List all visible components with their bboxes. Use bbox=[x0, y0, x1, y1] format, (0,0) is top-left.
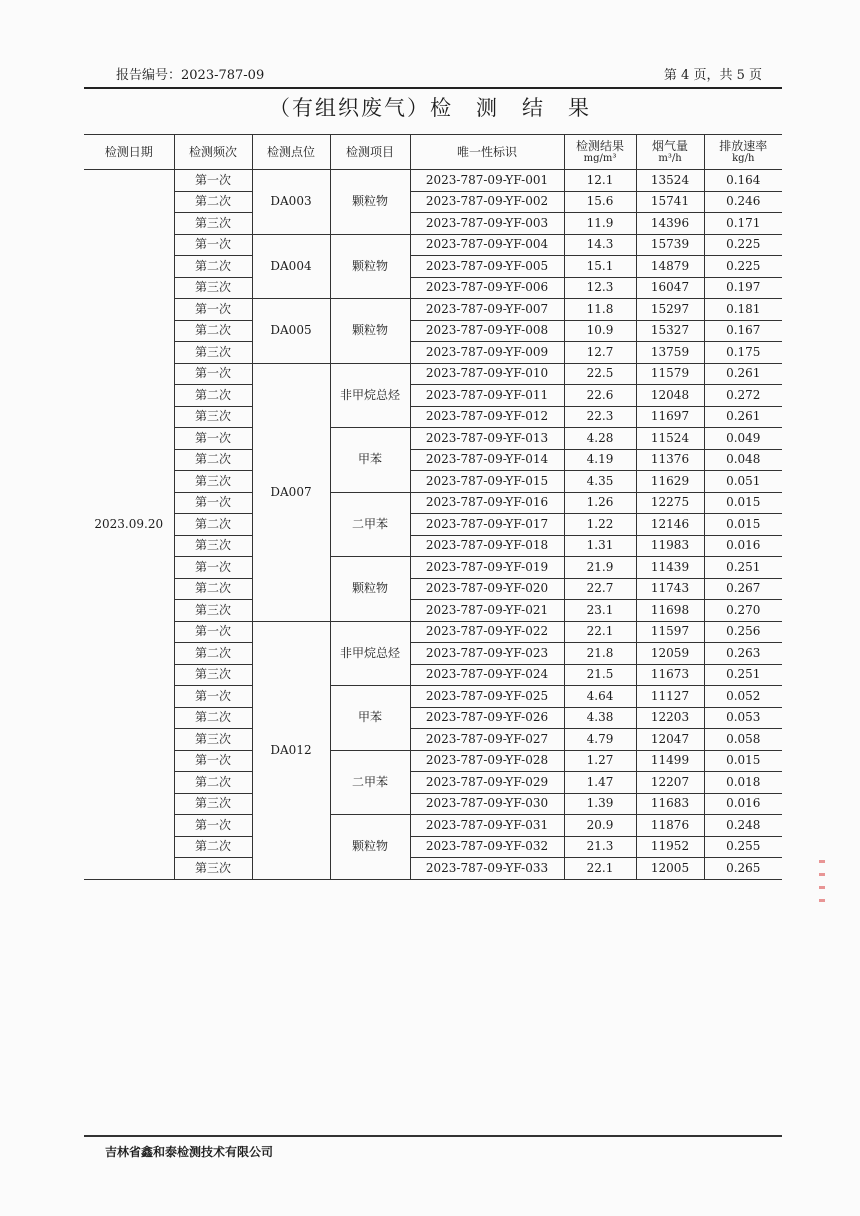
cell-frequency: 第一次 bbox=[174, 621, 252, 643]
cell-result: 1.39 bbox=[564, 793, 636, 815]
cell-id: 2023-787-09-YF-012 bbox=[410, 406, 564, 428]
cell-rate: 0.267 bbox=[704, 578, 782, 600]
cell-rate: 0.049 bbox=[704, 428, 782, 450]
table-row bbox=[84, 772, 782, 794]
cell-rate: 0.016 bbox=[704, 793, 782, 815]
cell-frequency: 第三次 bbox=[174, 729, 252, 751]
cell-item: 颗粒物 bbox=[330, 234, 410, 299]
col-result bbox=[564, 135, 636, 170]
cell-id: 2023-787-09-YF-010 bbox=[410, 363, 564, 385]
cell-flow: 15739 bbox=[636, 234, 704, 256]
table-row bbox=[84, 406, 782, 428]
cell-frequency: 第二次 bbox=[174, 191, 252, 213]
page-info: 第 4 页，共 5 页 bbox=[663, 68, 762, 83]
table-row bbox=[84, 471, 782, 493]
cell-frequency: 第三次 bbox=[174, 600, 252, 622]
cell-result: 4.64 bbox=[564, 686, 636, 708]
cell-id: 2023-787-09-YF-016 bbox=[410, 492, 564, 514]
cell-result: 22.5 bbox=[564, 363, 636, 385]
table-row bbox=[84, 191, 782, 213]
cell-result: 21.5 bbox=[564, 664, 636, 686]
cell-item: 颗粒物 bbox=[330, 299, 410, 364]
cell-flow: 16047 bbox=[636, 277, 704, 299]
cell-flow: 12059 bbox=[636, 643, 704, 665]
cell-result: 14.3 bbox=[564, 234, 636, 256]
cell-frequency: 第二次 bbox=[174, 385, 252, 407]
cell-rate: 0.255 bbox=[704, 836, 782, 858]
col-item: 检测项目 bbox=[330, 135, 410, 170]
cell-frequency: 第三次 bbox=[174, 471, 252, 493]
cell-result: 22.3 bbox=[564, 406, 636, 428]
cell-id: 2023-787-09-YF-021 bbox=[410, 600, 564, 622]
cell-frequency: 第一次 bbox=[174, 750, 252, 772]
cell-flow: 11673 bbox=[636, 664, 704, 686]
cell-flow: 12275 bbox=[636, 492, 704, 514]
cell-id: 2023-787-09-YF-017 bbox=[410, 514, 564, 536]
cell-frequency: 第一次 bbox=[174, 170, 252, 192]
cell-result: 12.7 bbox=[564, 342, 636, 364]
cell-rate: 0.270 bbox=[704, 600, 782, 622]
cell-result: 22.6 bbox=[564, 385, 636, 407]
cell-id: 2023-787-09-YF-003 bbox=[410, 213, 564, 235]
cell-item: 二甲苯 bbox=[330, 750, 410, 815]
cell-item: 二甲苯 bbox=[330, 492, 410, 557]
table-row bbox=[84, 320, 782, 342]
cell-flow: 11697 bbox=[636, 406, 704, 428]
cell-result: 4.19 bbox=[564, 449, 636, 471]
cell-result: 21.3 bbox=[564, 836, 636, 858]
table-row bbox=[84, 815, 782, 837]
table-row bbox=[84, 213, 782, 235]
cell-rate: 0.197 bbox=[704, 277, 782, 299]
cell-id: 2023-787-09-YF-020 bbox=[410, 578, 564, 600]
cell-item: 非甲烷总烃 bbox=[330, 621, 410, 686]
cell-frequency: 第三次 bbox=[174, 535, 252, 557]
cell-rate: 0.256 bbox=[704, 621, 782, 643]
table-row bbox=[84, 643, 782, 665]
cell-rate: 0.175 bbox=[704, 342, 782, 364]
cell-flow: 12047 bbox=[636, 729, 704, 751]
report-number: 报告编号：2023-787-09 bbox=[116, 68, 265, 83]
table-row bbox=[84, 600, 782, 622]
col-id: 唯一性标识 bbox=[410, 135, 564, 170]
cell-rate: 0.052 bbox=[704, 686, 782, 708]
cell-id: 2023-787-09-YF-029 bbox=[410, 772, 564, 794]
col-flow-unit: m³/h bbox=[658, 152, 682, 164]
cell-frequency: 第一次 bbox=[174, 363, 252, 385]
table-row bbox=[84, 621, 782, 643]
table-row bbox=[84, 686, 782, 708]
cell-id: 2023-787-09-YF-027 bbox=[410, 729, 564, 751]
table-row bbox=[84, 342, 782, 364]
cell-item: 颗粒物 bbox=[330, 557, 410, 622]
cell-flow: 11698 bbox=[636, 600, 704, 622]
cell-frequency: 第三次 bbox=[174, 277, 252, 299]
cell-id: 2023-787-09-YF-013 bbox=[410, 428, 564, 450]
cell-result: 22.1 bbox=[564, 621, 636, 643]
cell-flow: 11743 bbox=[636, 578, 704, 600]
cell-frequency: 第二次 bbox=[174, 772, 252, 794]
footer-company: 吉林省鑫和泰检测技术有限公司 bbox=[105, 1145, 274, 1159]
cell-flow: 15297 bbox=[636, 299, 704, 321]
cell-frequency: 第一次 bbox=[174, 299, 252, 321]
col-flow bbox=[636, 135, 704, 170]
table-row bbox=[84, 858, 782, 880]
cell-rate: 0.016 bbox=[704, 535, 782, 557]
table-body bbox=[84, 170, 782, 880]
cell-frequency: 第三次 bbox=[174, 858, 252, 880]
cell-point: DA005 bbox=[252, 299, 330, 364]
cell-rate: 0.053 bbox=[704, 707, 782, 729]
cell-flow: 14879 bbox=[636, 256, 704, 278]
col-result-label: 检测结果 bbox=[575, 138, 624, 153]
seal-fragment bbox=[815, 850, 831, 970]
cell-flow: 15327 bbox=[636, 320, 704, 342]
cell-frequency: 第三次 bbox=[174, 342, 252, 364]
cell-rate: 0.225 bbox=[704, 234, 782, 256]
cell-id: 2023-787-09-YF-015 bbox=[410, 471, 564, 493]
cell-frequency: 第一次 bbox=[174, 492, 252, 514]
cell-point: DA004 bbox=[252, 234, 330, 299]
cell-id: 2023-787-09-YF-025 bbox=[410, 686, 564, 708]
cell-frequency: 第二次 bbox=[174, 707, 252, 729]
cell-result: 21.9 bbox=[564, 557, 636, 579]
cell-rate: 0.181 bbox=[704, 299, 782, 321]
cell-frequency: 第二次 bbox=[174, 256, 252, 278]
cell-id: 2023-787-09-YF-004 bbox=[410, 234, 564, 256]
cell-frequency: 第三次 bbox=[174, 213, 252, 235]
cell-result: 12.3 bbox=[564, 277, 636, 299]
cell-result: 4.28 bbox=[564, 428, 636, 450]
cell-flow: 11983 bbox=[636, 535, 704, 557]
cell-id: 2023-787-09-YF-006 bbox=[410, 277, 564, 299]
cell-result: 4.35 bbox=[564, 471, 636, 493]
table-row bbox=[84, 363, 782, 385]
cell-rate: 0.051 bbox=[704, 471, 782, 493]
cell-flow: 11876 bbox=[636, 815, 704, 837]
cell-flow: 15741 bbox=[636, 191, 704, 213]
cell-rate: 0.015 bbox=[704, 514, 782, 536]
cell-id: 2023-787-09-YF-028 bbox=[410, 750, 564, 772]
table-row bbox=[84, 664, 782, 686]
cell-flow: 12146 bbox=[636, 514, 704, 536]
table-row bbox=[84, 535, 782, 557]
cell-rate: 0.246 bbox=[704, 191, 782, 213]
cell-point: DA007 bbox=[252, 363, 330, 621]
cell-result: 11.9 bbox=[564, 213, 636, 235]
cell-result: 12.1 bbox=[564, 170, 636, 192]
col-flow-label: 烟气量 bbox=[651, 138, 688, 153]
cell-rate: 0.251 bbox=[704, 664, 782, 686]
cell-frequency: 第二次 bbox=[174, 320, 252, 342]
col-rate-unit: kg/h bbox=[732, 152, 755, 164]
cell-date: 2023.09.20 bbox=[84, 170, 174, 880]
cell-id: 2023-787-09-YF-014 bbox=[410, 449, 564, 471]
cell-id: 2023-787-09-YF-031 bbox=[410, 815, 564, 837]
cell-result: 22.7 bbox=[564, 578, 636, 600]
cell-rate: 0.261 bbox=[704, 406, 782, 428]
cell-result: 15.6 bbox=[564, 191, 636, 213]
cell-flow: 11683 bbox=[636, 793, 704, 815]
table-row bbox=[84, 385, 782, 407]
cell-item: 甲苯 bbox=[330, 428, 410, 493]
cell-rate: 0.248 bbox=[704, 815, 782, 837]
col-date: 检测日期 bbox=[84, 135, 174, 170]
cell-id: 2023-787-09-YF-008 bbox=[410, 320, 564, 342]
table-header-row bbox=[84, 135, 782, 170]
header-divider bbox=[84, 87, 782, 89]
table-row bbox=[84, 514, 782, 536]
cell-frequency: 第一次 bbox=[174, 686, 252, 708]
table-row bbox=[84, 492, 782, 514]
cell-flow: 11524 bbox=[636, 428, 704, 450]
cell-flow: 11127 bbox=[636, 686, 704, 708]
table-row bbox=[84, 256, 782, 278]
cell-rate: 0.015 bbox=[704, 492, 782, 514]
cell-id: 2023-787-09-YF-011 bbox=[410, 385, 564, 407]
cell-result: 21.8 bbox=[564, 643, 636, 665]
cell-id: 2023-787-09-YF-009 bbox=[410, 342, 564, 364]
cell-result: 15.1 bbox=[564, 256, 636, 278]
table-row bbox=[84, 557, 782, 579]
results-table bbox=[84, 134, 782, 880]
cell-frequency: 第二次 bbox=[174, 578, 252, 600]
cell-result: 4.79 bbox=[564, 729, 636, 751]
cell-frequency: 第三次 bbox=[174, 406, 252, 428]
cell-item: 颗粒物 bbox=[330, 170, 410, 235]
cell-id: 2023-787-09-YF-001 bbox=[410, 170, 564, 192]
col-rate-label: 排放速率 bbox=[719, 138, 768, 153]
cell-id: 2023-787-09-YF-024 bbox=[410, 664, 564, 686]
cell-id: 2023-787-09-YF-026 bbox=[410, 707, 564, 729]
cell-flow: 13759 bbox=[636, 342, 704, 364]
cell-result: 1.47 bbox=[564, 772, 636, 794]
cell-flow: 14396 bbox=[636, 213, 704, 235]
cell-frequency: 第一次 bbox=[174, 234, 252, 256]
cell-rate: 0.048 bbox=[704, 449, 782, 471]
cell-id: 2023-787-09-YF-023 bbox=[410, 643, 564, 665]
cell-result: 1.26 bbox=[564, 492, 636, 514]
cell-rate: 0.251 bbox=[704, 557, 782, 579]
table-row bbox=[84, 299, 782, 321]
cell-result: 22.1 bbox=[564, 858, 636, 880]
table-row bbox=[84, 578, 782, 600]
table-row bbox=[84, 836, 782, 858]
cell-flow: 11952 bbox=[636, 836, 704, 858]
cell-rate: 0.164 bbox=[704, 170, 782, 192]
footer-divider bbox=[84, 1135, 782, 1137]
table-row bbox=[84, 277, 782, 299]
cell-point: DA012 bbox=[252, 621, 330, 879]
cell-result: 1.22 bbox=[564, 514, 636, 536]
table-row bbox=[84, 170, 782, 192]
cell-point: DA003 bbox=[252, 170, 330, 235]
cell-id: 2023-787-09-YF-022 bbox=[410, 621, 564, 643]
cell-result: 1.31 bbox=[564, 535, 636, 557]
table-row bbox=[84, 750, 782, 772]
table-row bbox=[84, 449, 782, 471]
cell-rate: 0.018 bbox=[704, 772, 782, 794]
col-point: 检测点位 bbox=[252, 135, 330, 170]
cell-frequency: 第二次 bbox=[174, 836, 252, 858]
cell-rate: 0.261 bbox=[704, 363, 782, 385]
cell-frequency: 第二次 bbox=[174, 449, 252, 471]
cell-frequency: 第一次 bbox=[174, 428, 252, 450]
cell-flow: 12207 bbox=[636, 772, 704, 794]
cell-frequency: 第二次 bbox=[174, 514, 252, 536]
cell-id: 2023-787-09-YF-019 bbox=[410, 557, 564, 579]
page-title: （有组织废气）检 测 结 果 bbox=[269, 96, 591, 120]
cell-flow: 11629 bbox=[636, 471, 704, 493]
cell-result: 23.1 bbox=[564, 600, 636, 622]
cell-item: 颗粒物 bbox=[330, 815, 410, 880]
cell-rate: 0.263 bbox=[704, 643, 782, 665]
cell-id: 2023-787-09-YF-002 bbox=[410, 191, 564, 213]
cell-frequency: 第一次 bbox=[174, 557, 252, 579]
cell-frequency: 第三次 bbox=[174, 664, 252, 686]
cell-flow: 11597 bbox=[636, 621, 704, 643]
cell-flow: 12005 bbox=[636, 858, 704, 880]
col-rate bbox=[704, 135, 782, 170]
cell-flow: 11579 bbox=[636, 363, 704, 385]
table-row bbox=[84, 707, 782, 729]
cell-frequency: 第一次 bbox=[174, 815, 252, 837]
table-row bbox=[84, 234, 782, 256]
cell-id: 2023-787-09-YF-005 bbox=[410, 256, 564, 278]
col-frequency: 检测频次 bbox=[174, 135, 252, 170]
cell-item: 非甲烷总烃 bbox=[330, 363, 410, 428]
cell-id: 2023-787-09-YF-030 bbox=[410, 793, 564, 815]
cell-rate: 0.167 bbox=[704, 320, 782, 342]
table-row bbox=[84, 428, 782, 450]
cell-frequency: 第二次 bbox=[174, 643, 252, 665]
cell-flow: 11376 bbox=[636, 449, 704, 471]
table-row bbox=[84, 729, 782, 751]
cell-id: 2023-787-09-YF-033 bbox=[410, 858, 564, 880]
cell-rate: 0.265 bbox=[704, 858, 782, 880]
cell-flow: 13524 bbox=[636, 170, 704, 192]
cell-result: 1.27 bbox=[564, 750, 636, 772]
cell-item: 甲苯 bbox=[330, 686, 410, 751]
cell-result: 4.38 bbox=[564, 707, 636, 729]
cell-flow: 11439 bbox=[636, 557, 704, 579]
cell-id: 2023-787-09-YF-032 bbox=[410, 836, 564, 858]
cell-flow: 12203 bbox=[636, 707, 704, 729]
cell-rate: 0.225 bbox=[704, 256, 782, 278]
cell-result: 11.8 bbox=[564, 299, 636, 321]
table-row bbox=[84, 793, 782, 815]
cell-result: 10.9 bbox=[564, 320, 636, 342]
cell-rate: 0.015 bbox=[704, 750, 782, 772]
cell-flow: 11499 bbox=[636, 750, 704, 772]
cell-rate: 0.272 bbox=[704, 385, 782, 407]
cell-frequency: 第三次 bbox=[174, 793, 252, 815]
cell-rate: 0.058 bbox=[704, 729, 782, 751]
cell-flow: 12048 bbox=[636, 385, 704, 407]
col-result-unit: mg/m³ bbox=[583, 152, 617, 164]
cell-result: 20.9 bbox=[564, 815, 636, 837]
cell-rate: 0.171 bbox=[704, 213, 782, 235]
cell-id: 2023-787-09-YF-007 bbox=[410, 299, 564, 321]
cell-id: 2023-787-09-YF-018 bbox=[410, 535, 564, 557]
